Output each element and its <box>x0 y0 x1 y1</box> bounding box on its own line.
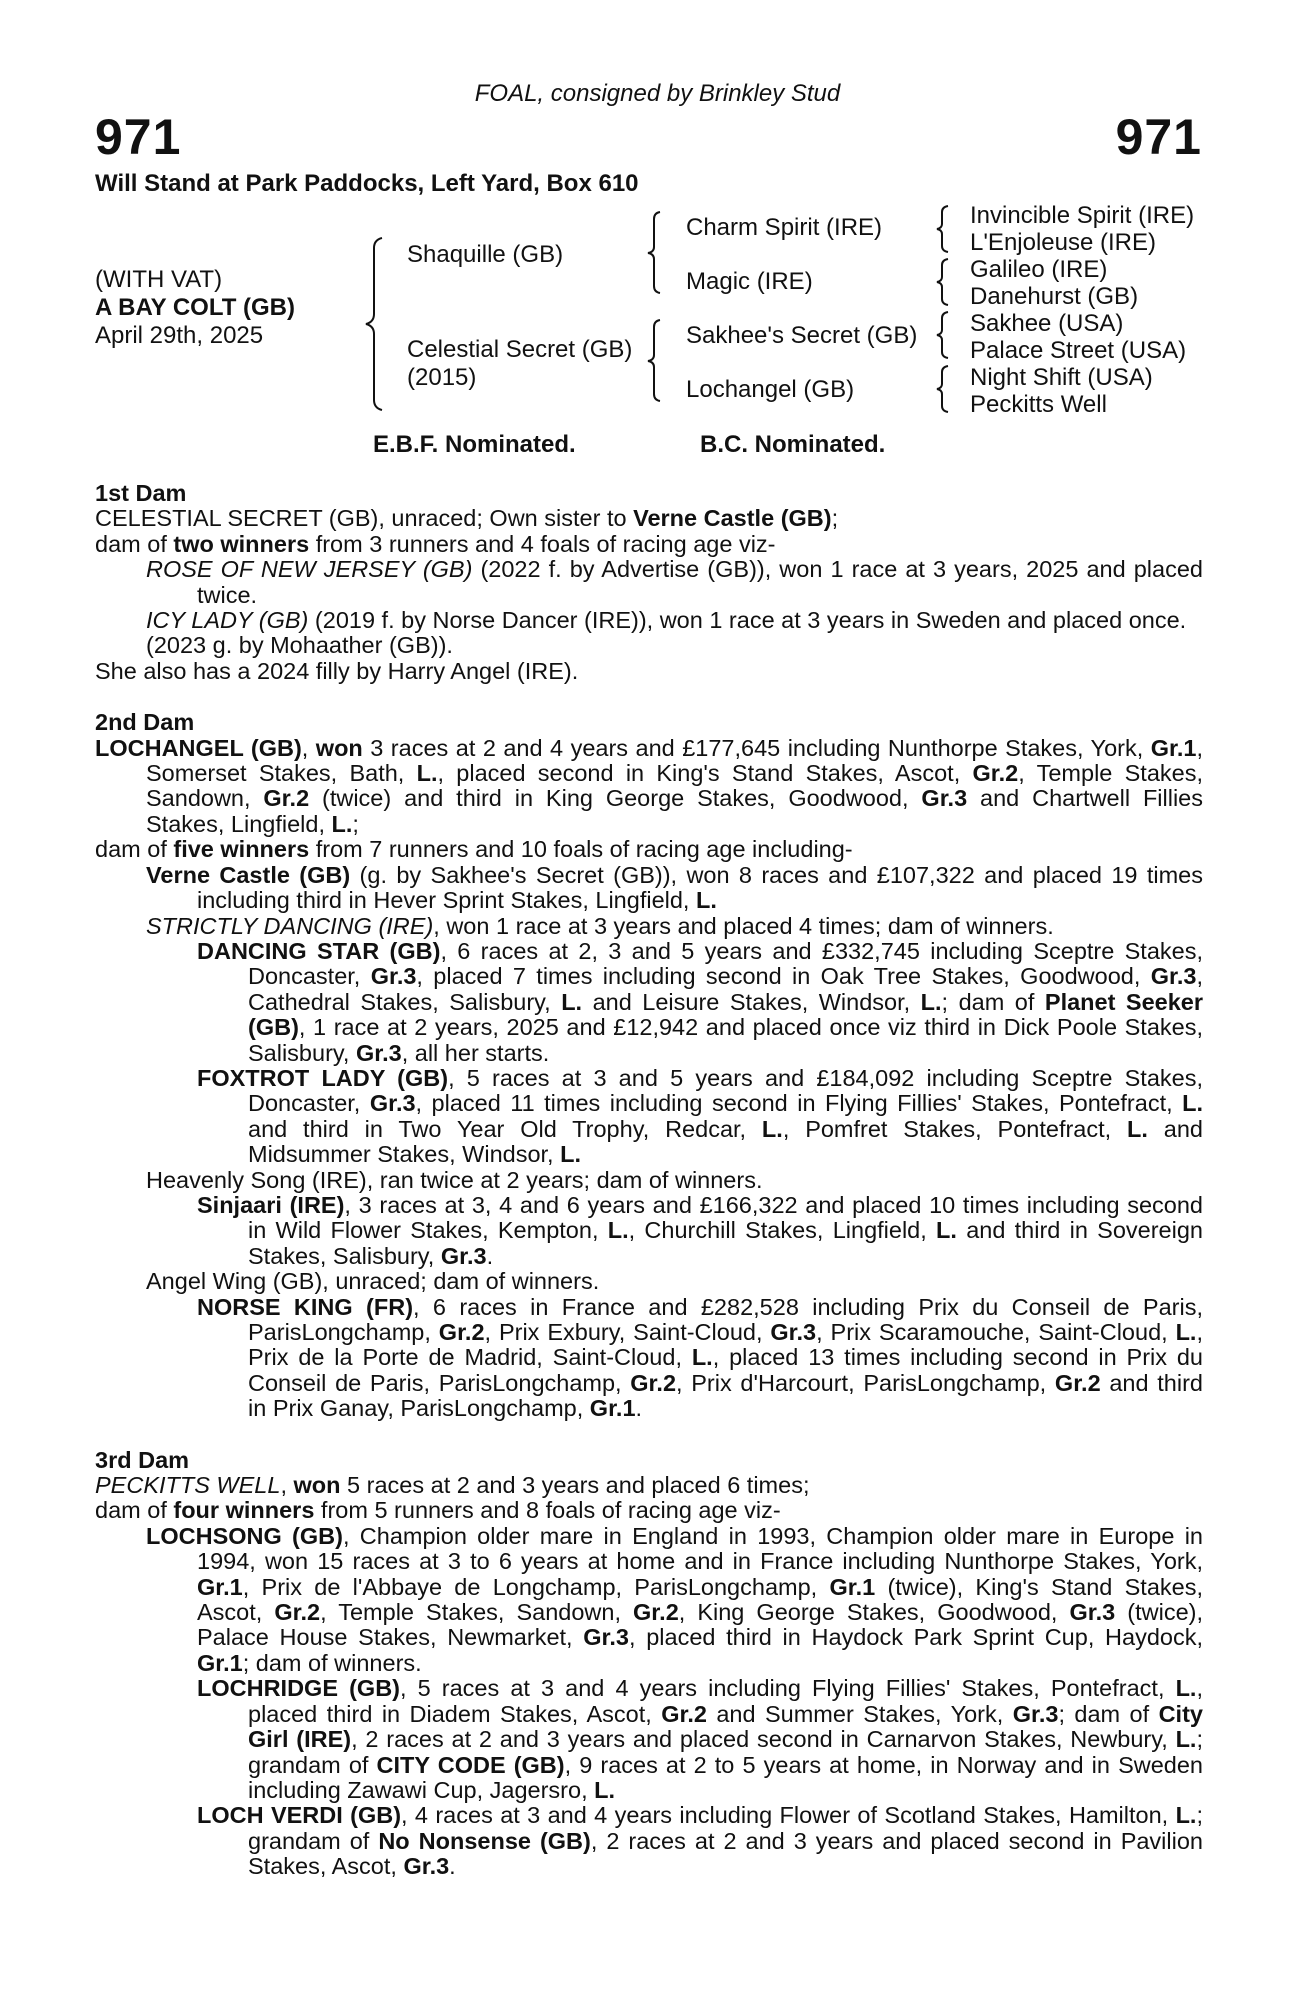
pedigree-brace-dam <box>642 318 666 403</box>
pedigree-g2: L'Enjoleuse (IRE) <box>970 229 1156 256</box>
foaling-date: April 29th, 2025 <box>95 322 264 349</box>
pedigree-g3: Galileo (IRE) <box>970 256 1108 283</box>
produce-heavenly-song: Heavenly Song (IRE), ran twice at 2 years; dam of winners. <box>146 1166 763 1193</box>
third-dam-peckitts-well: PECKITTS WELL, won 5 races at 2 and 3 years and placed 6 times; <box>95 1472 810 1499</box>
pedigree-g5: Sakhee (USA) <box>970 310 1124 337</box>
grandproduce-foxtrot-lady: FOXTROT LADY (GB), 5 races at 3 and 5 years and £184,092 including Sceptre Stakes, Doncaster, Gr.3, placed 11 times including second in Flying Fillies' Stakes, Pontefract, L. and third in Two Year Old Trophy, Redcar, L., Pomfret Stakes, Pontefract, L. and Midsummer Stakes, Windsor, L. <box>197 1064 1204 1168</box>
pedigree-dam-sire: Sakhee's Secret (GB) <box>686 322 918 349</box>
pedigree-brace-g2 <box>932 257 954 307</box>
grandproduce-norse-king: NORSE KING (FR), 6 races in France and £282,528 including Prix du Conseil de Paris, ParisLongchamp, Gr.2, Prix Exbury, Saint-Cloud, Gr.3, Prix Scaramouche, Saint-Cloud, L., Prix de la Porte de Madrid, Saint-Cloud, L., placed 13 times including second in Prix du Conseil de Paris, ParisLongchamp, Gr.2, Prix d'Harcourt, ParisLongchamp, Gr.2 and third in Prix Ganay, ParisLongchamp, Gr.1. <box>197 1293 1203 1422</box>
horse-description: A BAY COLT (GB) <box>95 294 296 321</box>
pedigree-g1: Invincible Spirit (IRE) <box>970 202 1195 229</box>
pedigree-brace-main <box>360 236 390 411</box>
pedigree-sire-dam: Magic (IRE) <box>686 268 813 295</box>
vat-note: (WITH VAT) <box>95 266 223 293</box>
produce-rose-of-new-jersey: ROSE OF NEW JERSEY (GB) (2022 f. by Advertise (GB)), won 1 race at 3 years, 2025 and placed twice. <box>146 556 1203 608</box>
pedigree-brace-g4 <box>932 364 954 414</box>
first-dam-produce-summary: dam of two winners from 3 runners and 4 foals of racing age viz- <box>95 530 776 557</box>
bc-nomination: B.C. Nominated. <box>700 431 886 458</box>
first-dam-heading: 1st Dam <box>95 480 187 506</box>
grandproduce-sinjaari: Sinjaari (IRE), 3 races at 3, 4 and 6 years and £166,322 and placed 10 times including second in Wild Flower Stakes, Kempton, L., Churchill Stakes, Lingfield, L. and third in Sovereign Stakes, Salisbury, Gr.3. <box>197 1191 1203 1269</box>
pedigree-g8: Peckitts Well <box>970 391 1107 418</box>
produce-icy-lady: ICY LADY (GB) (2019 f. by Norse Dancer (IRE)), won 1 race at 3 years in Sweden and placed once. <box>146 607 1187 634</box>
produce-lochsong: LOCHSONG (GB), Champion older mare in England in 1993, Champion older mare in Europe in 1994, won 15 races at 3 to 6 years at home and in France including Nunthorpe Stakes, York, Gr.1, Prix de l'Abbaye de Longchamp, ParisLongchamp, Gr.1 (twice), King's Stand Stakes, Ascot, Gr.2, Temple Stakes, Sandown, Gr.2, King George Stakes, Goodwood, Gr.3 (twice), Palace House Stakes, Newmarket, Gr.3, placed third in Haydock Park Sprint Cup, Haydock, Gr.1; dam of winners. <box>146 1522 1203 1676</box>
pedigree-g6: Palace Street (USA) <box>970 337 1187 364</box>
grandproduce-loch-verdi: LOCH VERDI (GB), 4 races at 3 and 4 years including Flower of Scotland Stakes, Hamilton, L.; grandam of No Nonsense (GB), 2 races at 2 and 3 years and placed second in Pavilion Stakes, Ascot, Gr.3. <box>197 1802 1203 1880</box>
produce-verne-castle: Verne Castle (GB) (g. by Sakhee's Secret (GB)), won 8 races and £107,322 and placed 19 times including third in Hever Sprint Stakes, Lingfield, L. <box>146 861 1203 914</box>
produce-2024-filly: She also has a 2024 filly by Harry Angel (IRE). <box>95 657 579 684</box>
third-dam-produce-summary: dam of four winners from 5 runners and 8 foals of racing age viz- <box>95 1497 781 1524</box>
pedigree-sire-sire: Charm Spirit (IRE) <box>686 214 883 241</box>
pedigree-g7: Night Shift (USA) <box>970 364 1153 391</box>
pedigree-notes <box>95 481 1203 1880</box>
grandproduce-dancing-star: DANCING STAR (GB), 6 races at 2, 3 and 5 years and £332,745 including Sceptre Stakes, Doncaster, Gr.3, placed 7 times including second in Oak Tree Stakes, Goodwood, Gr.3, Cathedral Stakes, Salisbury, L. and Leisure Stakes, Windsor, L.; dam of Planet Seeker (GB), 1 race at 2 years, 2025 and £12,942 and placed once viz third in Dick Poole Stakes, Salisbury, Gr.3, all her starts. <box>197 937 1204 1066</box>
pedigree-sire: Shaquille (GB) <box>407 241 564 268</box>
second-dam-heading: 2nd Dam <box>95 709 195 736</box>
pedigree-dam: Celestial Secret (GB) <box>407 336 633 363</box>
stand-location: Will Stand at Park Paddocks, Left Yard, Box 610 <box>95 170 639 197</box>
pedigree-dam-year: (2015) <box>407 364 477 391</box>
produce-angel-wing: Angel Wing (GB), unraced; dam of winners. <box>146 1268 600 1295</box>
produce-strictly-dancing: STRICTLY DANCING (IRE), won 1 race at 3 years and placed 4 times; dam of winners. <box>146 912 1054 939</box>
pedigree-g4: Danehurst (GB) <box>970 283 1139 310</box>
lot-number-right: 971 <box>1115 109 1202 165</box>
lot-number-left: 971 <box>95 109 182 165</box>
second-dam-lochangel: LOCHANGEL (GB), won 3 races at 2 and 4 years and £177,645 including Nunthorpe Stakes, York, Gr.1, Somerset Stakes, Bath, L., placed second in King's Stand Stakes, Ascot, Gr.2, Temple Stakes, Sandown, Gr.2 (twice) and third in King George Stakes, Goodwood, Gr.3 and Chartwell Fillies Stakes, Lingfield, L.; <box>95 734 1203 837</box>
pedigree-brace-g1 <box>932 204 954 254</box>
third-dam-heading: 3rd Dam <box>95 1446 190 1473</box>
first-dam-line: CELESTIAL SECRET (GB), unraced; Own sister to Verne Castle (GB); <box>95 505 839 532</box>
ebf-nomination: E.B.F. Nominated. <box>373 431 576 458</box>
consignment-line: FOAL, consigned by Brinkley Stud <box>474 80 841 107</box>
grandproduce-lochridge: LOCHRIDGE (GB), 5 races at 3 and 4 years including Flying Fillies' Stakes, Pontefract, L., placed third in Diadem Stakes, Ascot, Gr.2 and Summer Stakes, York, Gr.3; dam of City Girl (IRE), 2 races at 2 and 3 years and placed second in Carnarvon Stakes, Newbury, L.; grandam of CITY CODE (GB), 9 races at 2 to 5 years at home, in Norway and in Sweden including Zawawi Cup, Jagersro, L. <box>197 1675 1203 1803</box>
second-dam-produce-summary: dam of five winners from 7 runners and 10 foals of racing age including- <box>95 836 853 863</box>
produce-2023-gelding: (2023 g. by Mohaather (GB)). <box>146 632 453 659</box>
pedigree-brace-sire <box>642 210 666 295</box>
pedigree-dam-dam: Lochangel (GB) <box>686 376 855 403</box>
pedigree-brace-g3 <box>932 310 954 360</box>
